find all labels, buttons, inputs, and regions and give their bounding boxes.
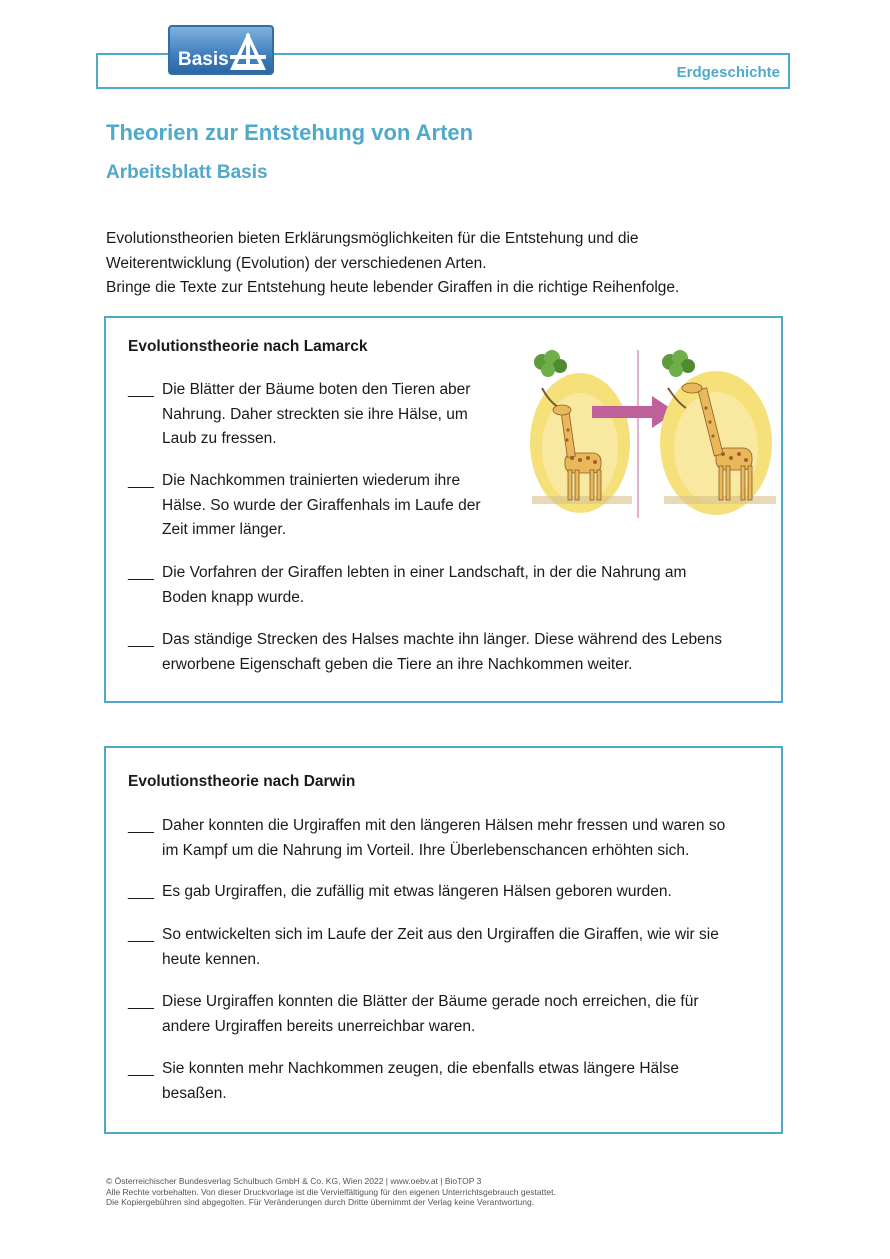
item-line: Sie konnten mehr Nachkommen zeugen, die ebenfalls etwas längere Hälse [162, 1060, 679, 1077]
item-line: heute kennen. [162, 950, 261, 968]
item-line: Hälse. So wurde der Giraffenhals im Laufe der [162, 496, 481, 514]
intro-line: Evolutionstheorien bieten Erklärungsmöglichkeiten für die Entstehung und die [106, 230, 639, 247]
lamarck-title: Evolutionstheorie nach Lamarck [128, 338, 368, 355]
darwin-item [128, 990, 699, 1039]
lamarck-item [128, 561, 686, 610]
darwin-item [128, 923, 719, 972]
answer-blank[interactable]: ___ [128, 472, 154, 489]
lamarck-item [128, 378, 470, 452]
answer-blank[interactable]: ___ [128, 926, 154, 943]
answer-blank[interactable]: ___ [128, 1060, 154, 1077]
lamarck-item [128, 469, 481, 543]
item-line: Die Blätter der Bäume boten den Tieren aber [162, 381, 471, 398]
intro-line: Weiterentwicklung (Evolution) der verschiedenen Arten. [106, 254, 487, 272]
item-line: Nahrung. Daher streckten sie ihre Hälse, um [162, 405, 468, 423]
item-line: Die Nachkommen trainierten wiederum ihre [162, 472, 461, 489]
item-line: Boden knapp wurde. [162, 588, 305, 606]
copyright-footer [106, 1176, 556, 1208]
item-line: Es gab Urgiraffen, die zufällig mit etwas längeren Hälsen geboren wurden. [162, 883, 672, 900]
footer-line: © Österreichischer Bundesverlag Schulbuch GmbH & Co. KG, Wien 2022 | www.oebv.at | BioTOP 3 [106, 1176, 482, 1186]
intro-text [106, 227, 796, 301]
darwin-box [104, 746, 783, 1134]
footer-line: Die Kopiergebühren sind abgegolten. Für Veränderungen durch Dritte übernimmt der Verlag keine Verantwortung. [106, 1197, 535, 1207]
darwin-item [128, 1057, 679, 1106]
intro-line: Bringe die Texte zur Entstehung heute lebender Giraffen in die richtige Reihenfolge. [106, 279, 680, 296]
item-line: im Kampf um die Nahrung im Vorteil. Ihre Überlebenschancen erhöhten sich. [162, 841, 690, 859]
lamarck-box [104, 316, 783, 703]
answer-blank[interactable]: ___ [128, 631, 154, 648]
item-line: erworbene Eigenschaft geben die Tiere an ihre Nachkommen weiter. [162, 655, 633, 673]
darwin-title: Evolutionstheorie nach Darwin [128, 773, 356, 790]
item-line: Die Vorfahren der Giraffen lebten in einer Landschaft, in der die Nahrung am [162, 564, 687, 581]
darwin-item [128, 814, 725, 863]
item-line: Diese Urgiraffen konnten die Blätter der Bäume gerade noch erreichen, die für [162, 993, 699, 1010]
page-subtitle: Arbeitsblatt Basis [106, 162, 268, 183]
logo-text: Basis [178, 49, 229, 70]
basis-logo [168, 25, 274, 75]
answer-blank[interactable]: ___ [128, 381, 154, 398]
answer-blank[interactable]: ___ [128, 564, 154, 581]
subject-label: Erdgeschichte [676, 64, 780, 81]
answer-blank[interactable]: ___ [128, 883, 154, 900]
answer-blank[interactable]: ___ [128, 993, 154, 1010]
lamarck-item [128, 628, 722, 677]
darwin-item [128, 880, 672, 905]
giraffe-illustration [520, 348, 776, 520]
item-line: Das ständige Strecken des Halses machte ihn länger. Diese während des Lebens [162, 631, 723, 648]
item-line: Daher konnten die Urgiraffen mit den längeren Hälsen mehr fressen und waren so [162, 817, 726, 834]
item-line: Zeit immer länger. [162, 521, 287, 538]
item-line: Laub zu fressen. [162, 430, 277, 447]
triangle-logo-icon [228, 30, 268, 72]
item-line: andere Urgiraffen bereits unerreichbar waren. [162, 1017, 476, 1035]
item-line: besaßen. [162, 1084, 227, 1102]
footer-line: Alle Rechte vorbehalten. Von dieser Druckvorlage ist die Vervielfältigung für den eigenen Unterrichtsgebrauch gestattet. [106, 1186, 556, 1197]
item-line: So entwickelten sich im Laufe der Zeit aus den Urgiraffen die Giraffen, wie wir sie [162, 926, 719, 943]
page-title: Theorien zur Entstehung von Arten [106, 120, 474, 145]
answer-blank[interactable]: ___ [128, 817, 154, 834]
